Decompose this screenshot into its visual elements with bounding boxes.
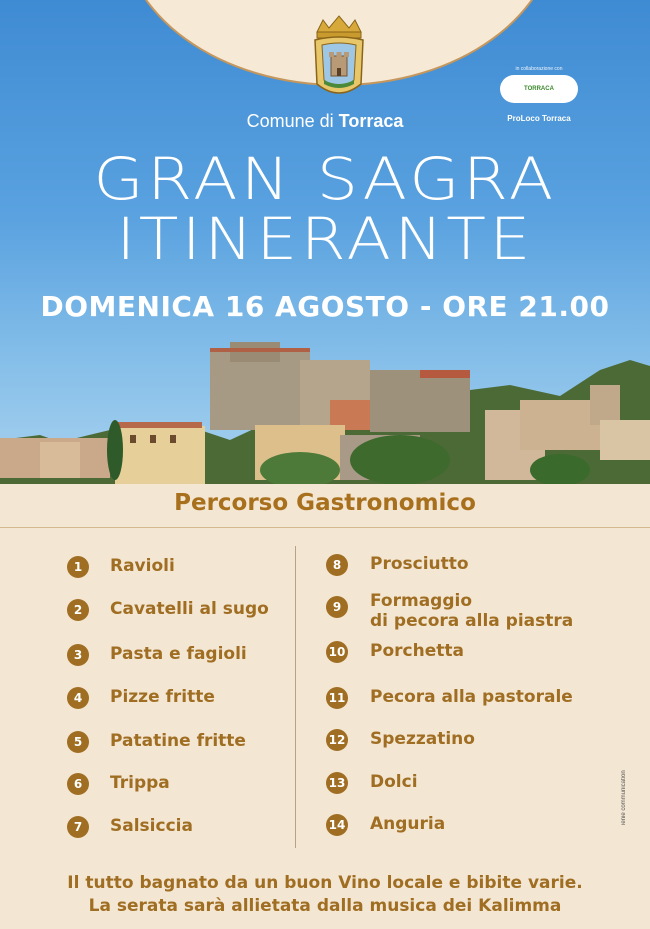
menu-item xyxy=(326,641,464,663)
menu-item xyxy=(67,599,269,621)
comune-prefix: Comune di xyxy=(246,111,339,131)
item-label: Formaggio xyxy=(370,591,473,611)
item-number-badge: 11 xyxy=(326,687,348,709)
menu-item xyxy=(67,556,175,578)
item-label: Pecora alla pastorale xyxy=(370,687,573,707)
section-header-band xyxy=(0,484,650,528)
menu-item xyxy=(67,687,215,709)
item-number-badge: 1 xyxy=(67,556,89,578)
item-number-badge: 4 xyxy=(67,687,89,709)
village-photo-illustration xyxy=(0,330,650,484)
item-number-badge: 12 xyxy=(326,729,348,751)
item-number-badge: 2 xyxy=(67,599,89,621)
item-label: Prosciutto xyxy=(370,554,469,574)
comune-name: Torraca xyxy=(338,111,404,131)
menu-item xyxy=(326,591,573,631)
title-line-1: GRAN SAGRA xyxy=(93,145,557,213)
menu-item xyxy=(326,687,573,709)
menu-section xyxy=(0,484,650,929)
item-label: Pizze fritte xyxy=(110,687,215,707)
menu-item xyxy=(67,816,193,838)
item-number-badge: 8 xyxy=(326,554,348,576)
proloco-name: ProLoco Torraca xyxy=(507,114,571,123)
proloco-logo xyxy=(500,75,578,103)
menu-item xyxy=(326,729,475,751)
footer-line-1: Il tutto bagnato da un buon Vino locale e bibite varie. xyxy=(67,873,583,893)
item-label: Salsiccia xyxy=(110,816,193,836)
menu-item xyxy=(326,814,445,836)
item-number-badge: 13 xyxy=(326,772,348,794)
menu-item xyxy=(67,773,170,795)
footer-line-2: La serata sarà allietata dalla musica dei Kalimma xyxy=(88,896,562,916)
item-label: Pasta e fagioli xyxy=(110,644,247,664)
item-label-group xyxy=(370,591,573,631)
proloco-block xyxy=(497,66,581,123)
designer-credit: ienie communication xyxy=(621,770,627,825)
item-label: Cavatelli al sugo xyxy=(110,599,269,619)
item-number-badge: 3 xyxy=(67,644,89,666)
item-number-badge: 9 xyxy=(326,596,348,618)
item-label: Ravioli xyxy=(110,556,175,576)
column-divider xyxy=(295,546,296,848)
proloco-logo-text: TORRACA xyxy=(524,86,554,92)
menu-item xyxy=(67,644,247,666)
item-label: Patatine fritte xyxy=(110,731,246,751)
menu-item xyxy=(67,731,246,753)
section-title: Percorso Gastronomico xyxy=(174,490,476,516)
collab-text: in collaborazione con xyxy=(515,66,563,72)
item-label: Dolci xyxy=(370,772,418,792)
coat-of-arms-icon xyxy=(307,14,371,106)
menu-item xyxy=(326,554,469,576)
item-label-line-2: di pecora alla piastra xyxy=(370,611,574,631)
item-number-badge: 14 xyxy=(326,814,348,836)
item-number-badge: 10 xyxy=(326,641,348,663)
item-number-badge: 7 xyxy=(67,816,89,838)
item-label: Spezzatino xyxy=(370,729,475,749)
item-number-badge: 5 xyxy=(67,731,89,753)
item-label: Trippa xyxy=(110,773,170,793)
menu-item xyxy=(326,772,418,794)
event-date: DOMENICA 16 AGOSTO - ORE 21.00 xyxy=(40,290,610,323)
item-label: Porchetta xyxy=(370,641,464,661)
item-label: Anguria xyxy=(370,814,446,834)
item-number-badge: 6 xyxy=(67,773,89,795)
title-line-2: ITINERANTE xyxy=(116,205,534,273)
